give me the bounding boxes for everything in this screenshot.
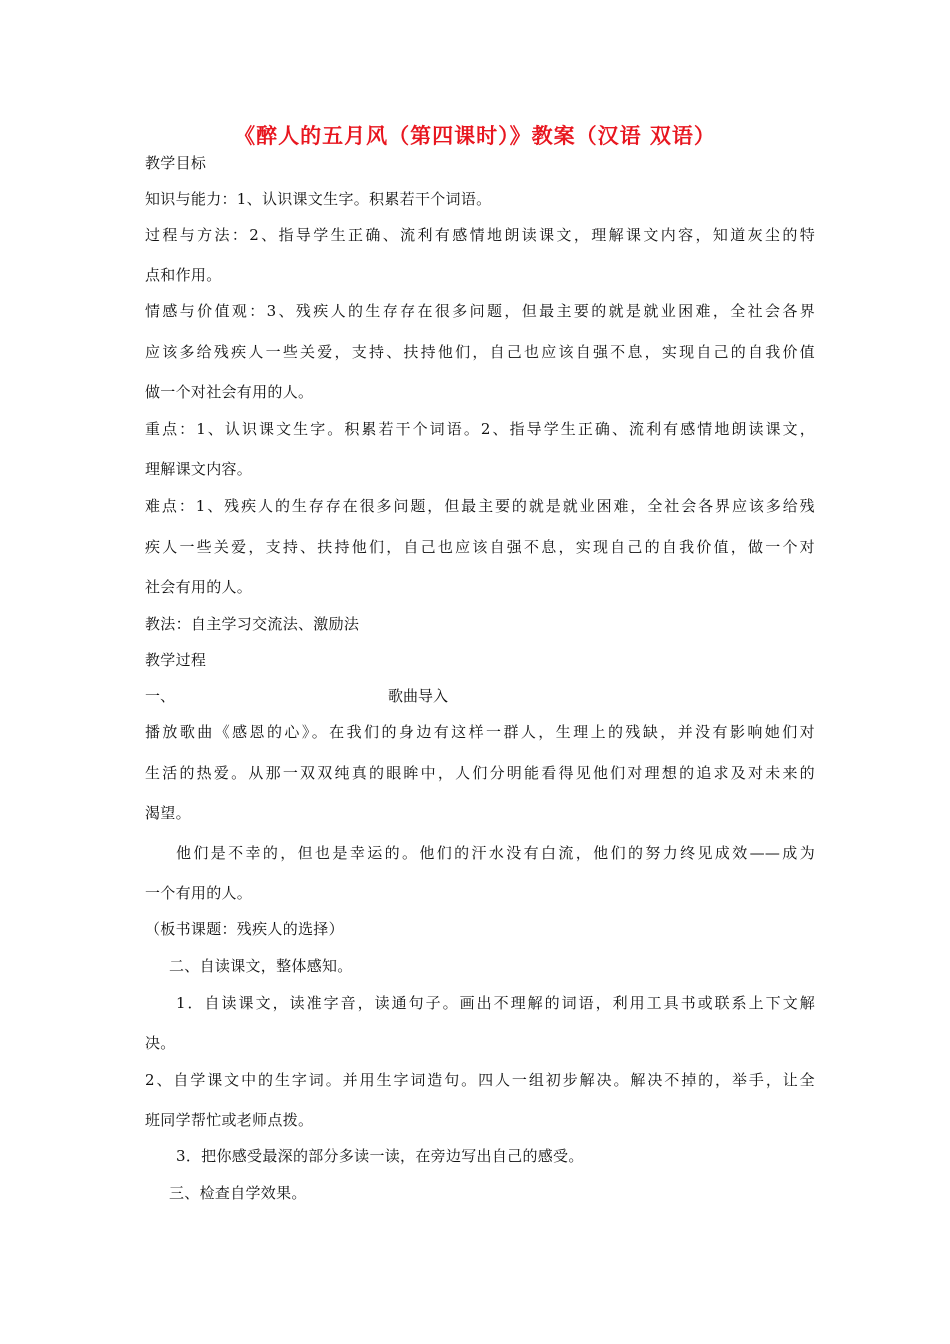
text-line: 决。: [145, 1034, 176, 1052]
text-line: 3．把你感受最深的部分多读一读，在旁边写出自己的感受。: [176, 1147, 584, 1165]
text-line: 三、检查自学效果。: [169, 1184, 307, 1202]
text-line: 理解课文内容。: [145, 460, 253, 478]
text-line: 疾人一些关爱，支持、扶持他们，自己也应该自强不息，实现自己的自我价值，做一个对: [145, 538, 815, 556]
text-line: （板书课题：残疾人的选择）: [145, 920, 344, 938]
text-line: 教学过程: [145, 651, 207, 669]
text-line: 一个有用的人。: [145, 884, 253, 902]
text-line: 难点：1、残疾人的生存存在很多问题，但最主要的就是就业困难，全社会各界应该多给残: [145, 497, 815, 515]
text-line: 过程与方法：2、指导学生正确、流利有感情地朗读课文，理解课文内容，知道灰尘的特: [145, 226, 815, 244]
text-line: 播放歌曲《感恩的心》。在我们的身边有这样一群人，生理上的残缺，并没有影响她们对: [145, 723, 815, 741]
text-line: 应该多给残疾人一些关爱，支持、扶持他们，自己也应该自强不息，实现自己的自我价值: [145, 343, 815, 361]
text-line: 他们是不幸的，但也是幸运的。他们的汗水没有白流，他们的努力终见成效——成为: [176, 844, 815, 862]
text-line: 1．自读课文，读准字音，读通句子。画出不理解的词语，利用工具书或联系上下文解: [176, 994, 815, 1012]
section-title: 歌曲导入: [388, 687, 449, 705]
text-line: 点和作用。: [145, 266, 222, 284]
text-line: 二、自读课文，整体感知。: [169, 957, 353, 975]
text-line: 教学目标: [145, 154, 207, 172]
text-line: 生活的热爱。从那一双双纯真的眼眸中，人们分明能看得见他们对理想的追求及对未来的: [145, 764, 815, 782]
text-line: 情感与价值观：3、残疾人的生存存在很多问题，但最主要的就是就业困难，全社会各界: [145, 302, 815, 320]
text-line: 渴望。: [145, 804, 191, 822]
text-line: 知识与能力：1、认识课文生字。积累若干个词语。: [145, 190, 492, 208]
text-line: 2、自学课文中的生字词。并用生字词造句。四人一组初步解决。解决不掉的，举手，让全: [145, 1071, 815, 1089]
document-title: 《醉人的五月风（第四课时）》教案（汉语 双语）: [234, 124, 716, 148]
text-line: 班同学帮忙或老师点拨。: [145, 1111, 314, 1129]
text-line: 教法：自主学习交流法、激励法: [145, 615, 360, 633]
text-line: 社会有用的人。: [145, 578, 253, 596]
section-number: 一、: [145, 687, 176, 705]
text-line: 做一个对社会有用的人。: [145, 383, 314, 401]
text-line: 重点：1、认识课文生字。积累若干个词语。2、指导学生正确、流利有感情地朗读课文，: [145, 420, 815, 438]
